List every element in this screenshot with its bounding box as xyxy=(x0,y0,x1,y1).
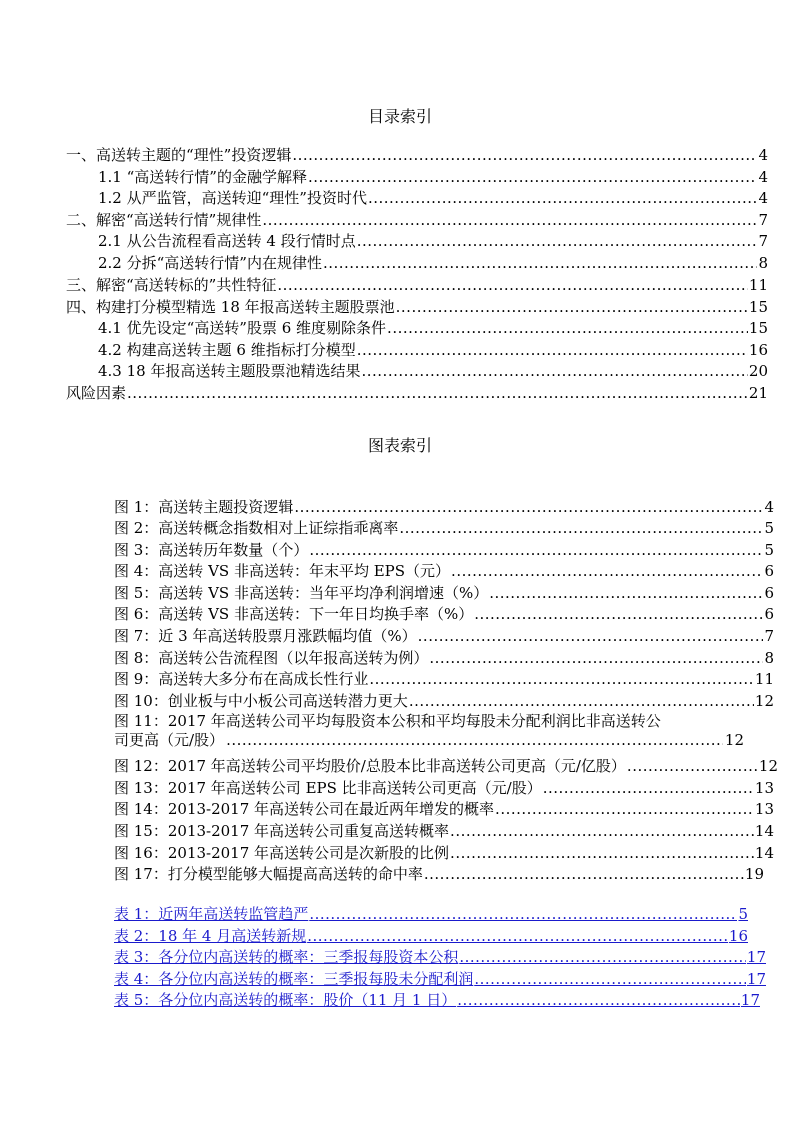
table-entry-label: 表 3：各分位内高送转的概率：三季报每股资本公积 xyxy=(114,948,459,966)
table-entry-label: 表 1：近两年高送转监管趋严 xyxy=(114,905,309,923)
figure-entry-label: 图 16：2013-2017 年高送转公司是次新股的比例 xyxy=(114,844,450,862)
toc-entry-label: 4.1 优先设定“高送转”股票 6 维度剔除条件 xyxy=(98,319,387,337)
table-entry-link[interactable] xyxy=(114,905,748,923)
toc-entry[interactable] xyxy=(66,146,768,164)
toc-entry-page: 11 xyxy=(748,276,768,294)
figure-entry-label: 图 14：2013-2017 年高送转公司在最近两年增发的概率 xyxy=(114,800,495,818)
toc-entry-label: 1.1 “高送转行情”的金融学解释 xyxy=(98,168,307,186)
figure-entry-label: 图 3：高送转历年数量（个） xyxy=(114,541,309,559)
figure-entry-page: 5 xyxy=(764,541,774,559)
toc-entry-label: 4.3 18 年报高送转主题股票池精选结果 xyxy=(98,362,361,380)
figure-entry-label: 图 4：高送转 VS 非高送转：年末平均 EPS（元） xyxy=(114,562,451,580)
figure-entry-label: 图 9：高送转大多分布在高成长性行业 xyxy=(114,670,369,688)
table-entry-link[interactable] xyxy=(114,991,760,1009)
figure-entry[interactable] xyxy=(114,692,774,710)
figure-entry-page: 5 xyxy=(764,519,774,537)
figure-entry[interactable] xyxy=(114,757,778,775)
toc-entry-page: 15 xyxy=(748,319,768,337)
figure-entry-page: 12 xyxy=(754,692,774,710)
figure-entry[interactable] xyxy=(114,800,774,818)
toc-entry-page: 8 xyxy=(758,254,768,272)
table-entry-page: 16 xyxy=(728,927,748,945)
figure-entry-label: 图 11：2017 年高送转公司平均每股资本公积和平均每股未分配利润比非高送转公 xyxy=(114,712,661,730)
toc-entry-page: 20 xyxy=(748,362,768,380)
figure-entry-label: 图 5：高送转 VS 非高送转：当年平均净利润增速（%） xyxy=(114,584,489,602)
table-entry-link[interactable] xyxy=(114,970,766,988)
toc-entry-label: 风险因素 xyxy=(66,384,127,402)
figure-entry-label: 图 12：2017 年高送转公司平均股价/总股本比非高送转公司更高（元/亿股） xyxy=(114,757,626,775)
figure-entry-page: 8 xyxy=(764,649,774,667)
toc-entry-label: 四、构建打分模型精选 18 年报高送转主题股票池 xyxy=(66,298,395,316)
table-entry-link[interactable] xyxy=(114,948,766,966)
figure-entry-page: 11 xyxy=(754,670,774,688)
toc-entry[interactable] xyxy=(98,189,768,207)
toc-entry-page: 7 xyxy=(758,211,768,229)
toc-entry-label: 4.2 构建高送转主题 6 维指标打分模型 xyxy=(98,341,356,359)
figure-entry[interactable] xyxy=(114,498,774,516)
toc-entry-label: 2.1 从公告流程看高送转 4 段行情时点 xyxy=(98,232,356,250)
figure-entry-label: 图 17：打分模型能够大幅提高高送转的命中率 xyxy=(114,865,423,883)
toc-entry-label: 一、高送转主题的“理性”投资逻辑 xyxy=(66,146,292,164)
table-entry-page: 17 xyxy=(740,991,760,1009)
figure-entry-page: 12 xyxy=(724,731,744,749)
table-entry-label: 表 5：各分位内高送转的概率：股价（11 月 1 日） xyxy=(114,991,457,1009)
figure-entry[interactable] xyxy=(114,605,774,623)
toc-entry[interactable] xyxy=(66,211,768,229)
figure-entry[interactable] xyxy=(114,584,774,602)
toc-entry-page: 16 xyxy=(748,341,768,359)
table-entry-label: 表 2：18 年 4 月高送转新规 xyxy=(114,927,307,945)
figure-entry-page: 12 xyxy=(758,757,778,775)
figure-entry-label: 图 7：近 3 年高送转股票月涨跌幅均值（%） xyxy=(114,627,417,645)
toc-entry-page: 4 xyxy=(758,146,768,164)
figure-entry[interactable] xyxy=(114,844,774,862)
figure-entry-page: 4 xyxy=(764,498,774,516)
toc-entry-label: 2.2 分拆“高送转行情”内在规律性 xyxy=(98,254,322,272)
table-entry-page: 17 xyxy=(746,948,766,966)
figure-entry[interactable] xyxy=(114,670,774,688)
table-entry-label: 表 4：各分位内高送转的概率：三季报每股未分配利润 xyxy=(114,970,474,988)
toc-entry-page: 7 xyxy=(758,232,768,250)
toc-entry-page: 21 xyxy=(748,384,768,402)
table-entry-page: 17 xyxy=(746,970,766,988)
figure-entry-page: 6 xyxy=(764,562,774,580)
table-entry-page: 5 xyxy=(738,905,748,923)
toc-entry[interactable] xyxy=(98,232,768,250)
figure-entry-page: 6 xyxy=(764,605,774,623)
figure-entry-label: 图 8：高送转公告流程图（以年报高送转为例） xyxy=(114,649,429,667)
toc-entry[interactable] xyxy=(66,276,768,294)
figure-entry-label-cont: 司更高（元/股） xyxy=(114,731,225,749)
toc-entry-page: 4 xyxy=(758,168,768,186)
table-entry-link[interactable] xyxy=(114,927,748,945)
figure-entry-page: 6 xyxy=(764,584,774,602)
toc-entry-page: 15 xyxy=(748,298,768,316)
figure-entry-label: 图 6：高送转 VS 非高送转：下一年日均换手率（%） xyxy=(114,605,474,623)
toc-entry-label: 1.2 从严监管，高送转迎“理性”投资时代 xyxy=(98,189,367,207)
toc-entry[interactable] xyxy=(98,254,768,272)
figure-entry-page: 13 xyxy=(754,779,774,797)
figure-entry-label: 图 10：创业板与中小板公司高送转潜力更大 xyxy=(114,692,408,710)
figure-entry[interactable] xyxy=(114,649,774,667)
toc-entry[interactable] xyxy=(66,298,768,316)
toc-entry[interactable] xyxy=(98,319,768,337)
toc-entry[interactable] xyxy=(98,168,768,186)
figure-entry-page: 7 xyxy=(764,627,774,645)
toc-entry-label: 三、解密“高送转标的”共性特征 xyxy=(66,276,277,294)
figure-entry[interactable] xyxy=(114,541,774,559)
figure-entry[interactable] xyxy=(114,779,774,797)
figure-entry-label: 图 2：高送转概念指数相对上证综指乖离率 xyxy=(114,519,399,537)
figure-entry[interactable] xyxy=(114,822,774,840)
figure-entry[interactable] xyxy=(114,627,774,645)
figure-entry[interactable] xyxy=(114,865,764,883)
toc-entry[interactable] xyxy=(98,341,768,359)
figure-entry[interactable] xyxy=(114,712,786,750)
figure-entry-page: 13 xyxy=(754,800,774,818)
figure-entry[interactable] xyxy=(114,519,774,537)
figure-entry-label: 图 15：2013-2017 年高送转公司重复高送转概率 xyxy=(114,822,450,840)
figure-entry-label: 图 13：2017 年高送转公司 EPS 比非高送转公司更高（元/股） xyxy=(114,779,542,797)
figure-entry-page: 14 xyxy=(754,844,774,862)
toc-entry[interactable] xyxy=(98,362,768,380)
figure-entry[interactable] xyxy=(114,562,774,580)
figure-entry-label: 图 1：高送转主题投资逻辑 xyxy=(114,498,294,516)
figure-entry-page: 14 xyxy=(754,822,774,840)
toc-entry-label: 二、解密“高送转行情”规律性 xyxy=(66,211,262,229)
figure-entry-page: 19 xyxy=(744,865,764,883)
toc-entry-page: 4 xyxy=(758,189,768,207)
toc-entry[interactable] xyxy=(66,384,768,402)
toc-title: 目录索引 xyxy=(367,107,432,126)
figures-title: 图表索引 xyxy=(367,436,432,455)
